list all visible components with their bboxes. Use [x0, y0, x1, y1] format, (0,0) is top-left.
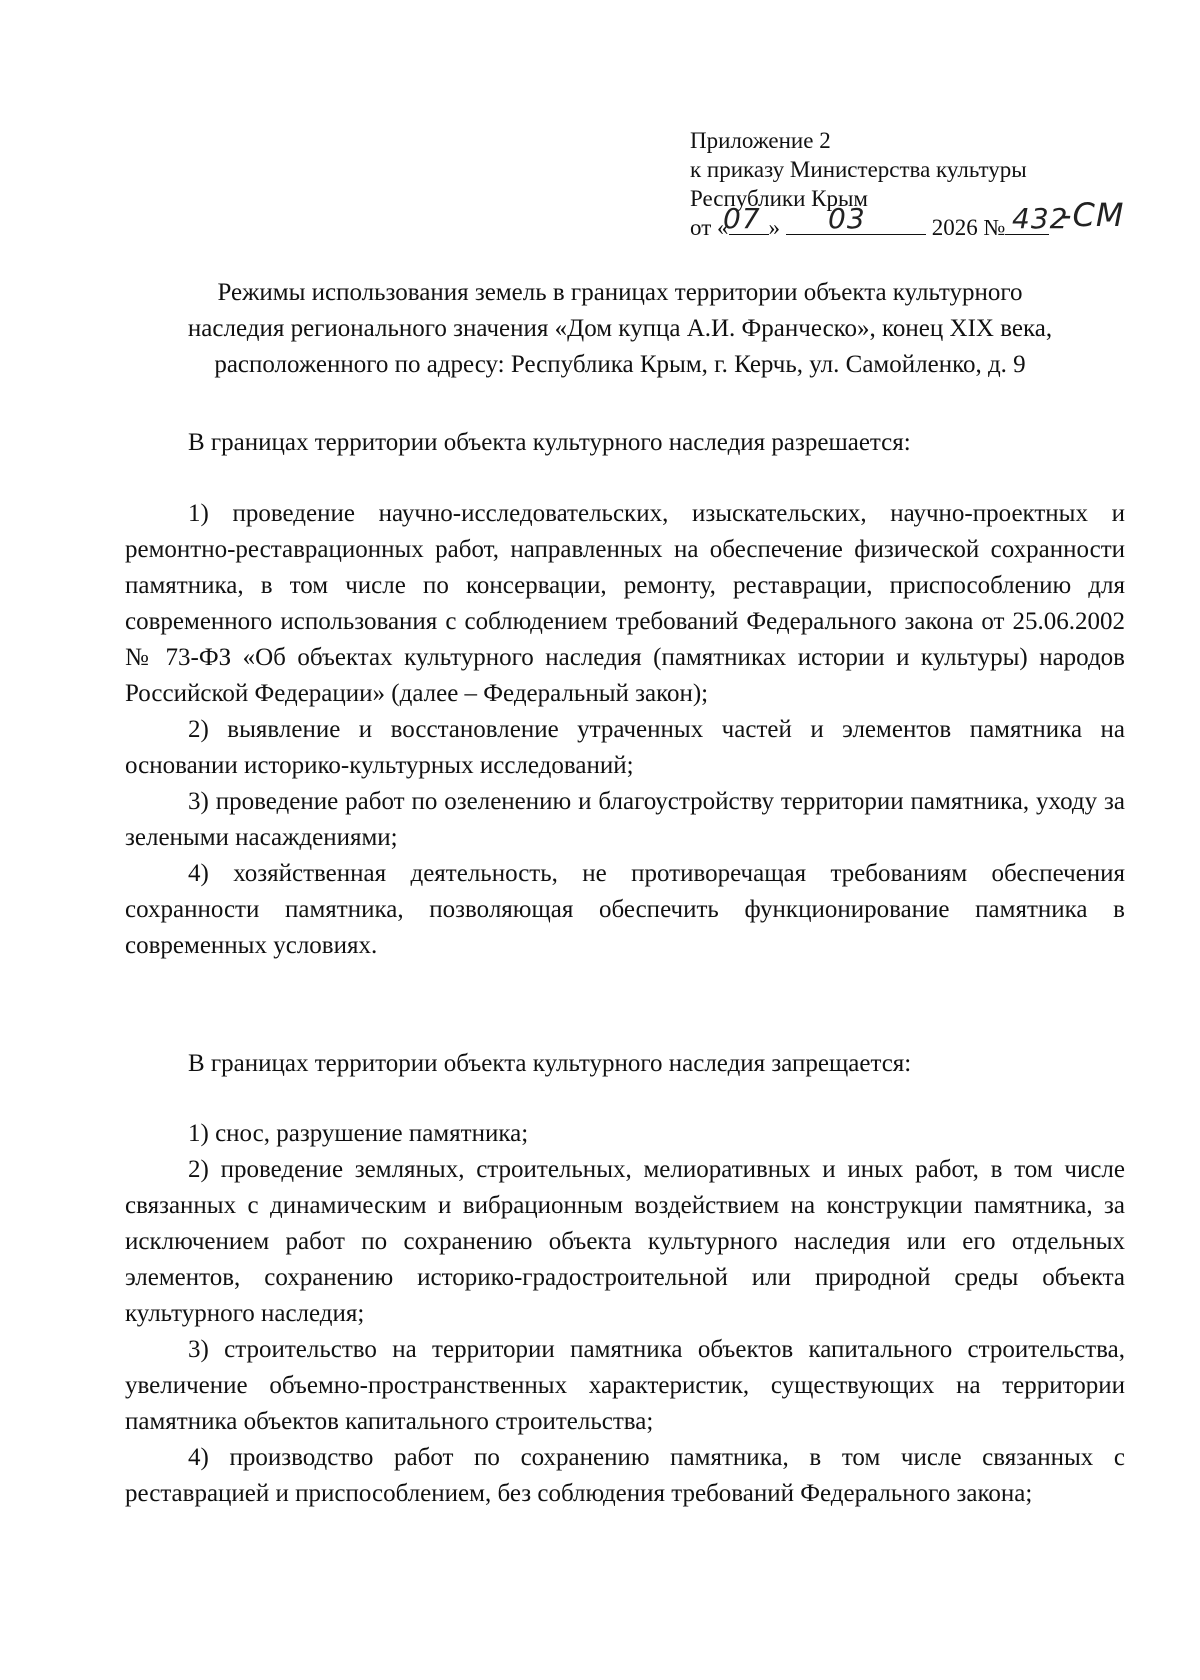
prohibited-section-heading — [125, 1046, 1125, 1082]
year-number-label: 2026 № — [931, 215, 1006, 240]
permitted-item-4: 4) хозяйственная деятельность, не противоречащая требованиям обеспечения сохранности памятника, позволяющая обеспечить функционирование памятника в современных условиях. — [125, 860, 1125, 959]
date-mid: » — [768, 215, 780, 240]
title-line-1: Режимы использования земель в границах территории объекта культурного — [217, 279, 1023, 306]
prohibited-item-2: 2) проведение земляных, строительных, мелиоративных и иных работ, в том числе связанных с динамическим и вибрационным воздействием на конструкции памятника, за исключением работ по сохранению объекта культурного наследия или его отдельных элементов, сохранению историко-градостроительной или природной среды объекта культурного наследия; — [125, 1156, 1125, 1327]
prohibited-item-3: 3) строительство на территории памятника объектов капитального строительства, увеличение объемно-пространственных характеристик, существующих на территории памятника объектов капитального строительства; — [125, 1336, 1125, 1435]
appendix-order-ref: к приказу Министерства культуры — [690, 157, 1027, 182]
appendix-header — [690, 126, 1125, 242]
date-prefix: от « — [690, 215, 729, 240]
permitted-item-2: 2) выявление и восстановление утраченных частей и элементов памятника на основании историко-культурных исследований; — [125, 716, 1125, 779]
title-line-2: наследия регионального значения «Дом купца А.И. Франческо», конец XIX века, — [187, 315, 1053, 342]
prohibited-item-4: 4) производство работ по сохранению памятника, в том числе связанных с реставрацией и приспособлением, без соблюдения требований Федерального закона; — [125, 1444, 1125, 1507]
appendix-number: Приложение 2 — [690, 128, 831, 153]
permitted-heading: В границах территории объекта культурного наследия разрешается: — [188, 429, 911, 456]
handwritten-number: 432 — [1012, 202, 1069, 235]
permitted-list — [125, 496, 1125, 964]
prohibited-item-1: 1) снос, разрушение памятника; — [188, 1120, 529, 1147]
appendix-republic: Республики Крым — [690, 186, 868, 211]
handwritten-day: 07 — [723, 202, 761, 235]
permitted-section-heading — [125, 425, 1125, 461]
permitted-item-3: 3) проведение работ по озеленению и благоустройству территории памятника, уходу за зелеными насаждениями; — [125, 788, 1125, 851]
permitted-item-1: 1) проведение научно-исследовательских, изыскательских, научно-проектных и ремонтно-реставрационных работ, направленных на обеспечение физической сохранности памятника, в том числе по консервации, ремонту, реставрации, приспособлению для современного использования с соблюдением требований Федерального закона от 25.06.2002 № 73-ФЗ «Об объектах культурного наследия (памятниках истории и культуры) народов Российской Федерации» (далее – Федеральный закон); — [125, 500, 1125, 707]
title-line-3: расположенного по адресу: Республика Крым, г. Керчь, ул. Самойленко, д. 9 — [214, 351, 1026, 378]
prohibited-list — [125, 1116, 1125, 1512]
handwritten-suffix: -СМ — [1060, 196, 1125, 234]
prohibited-heading: В границах территории объекта культурного наследия запрещается: — [188, 1050, 912, 1077]
handwritten-month: 03 — [828, 202, 866, 235]
document-title — [120, 275, 1120, 383]
